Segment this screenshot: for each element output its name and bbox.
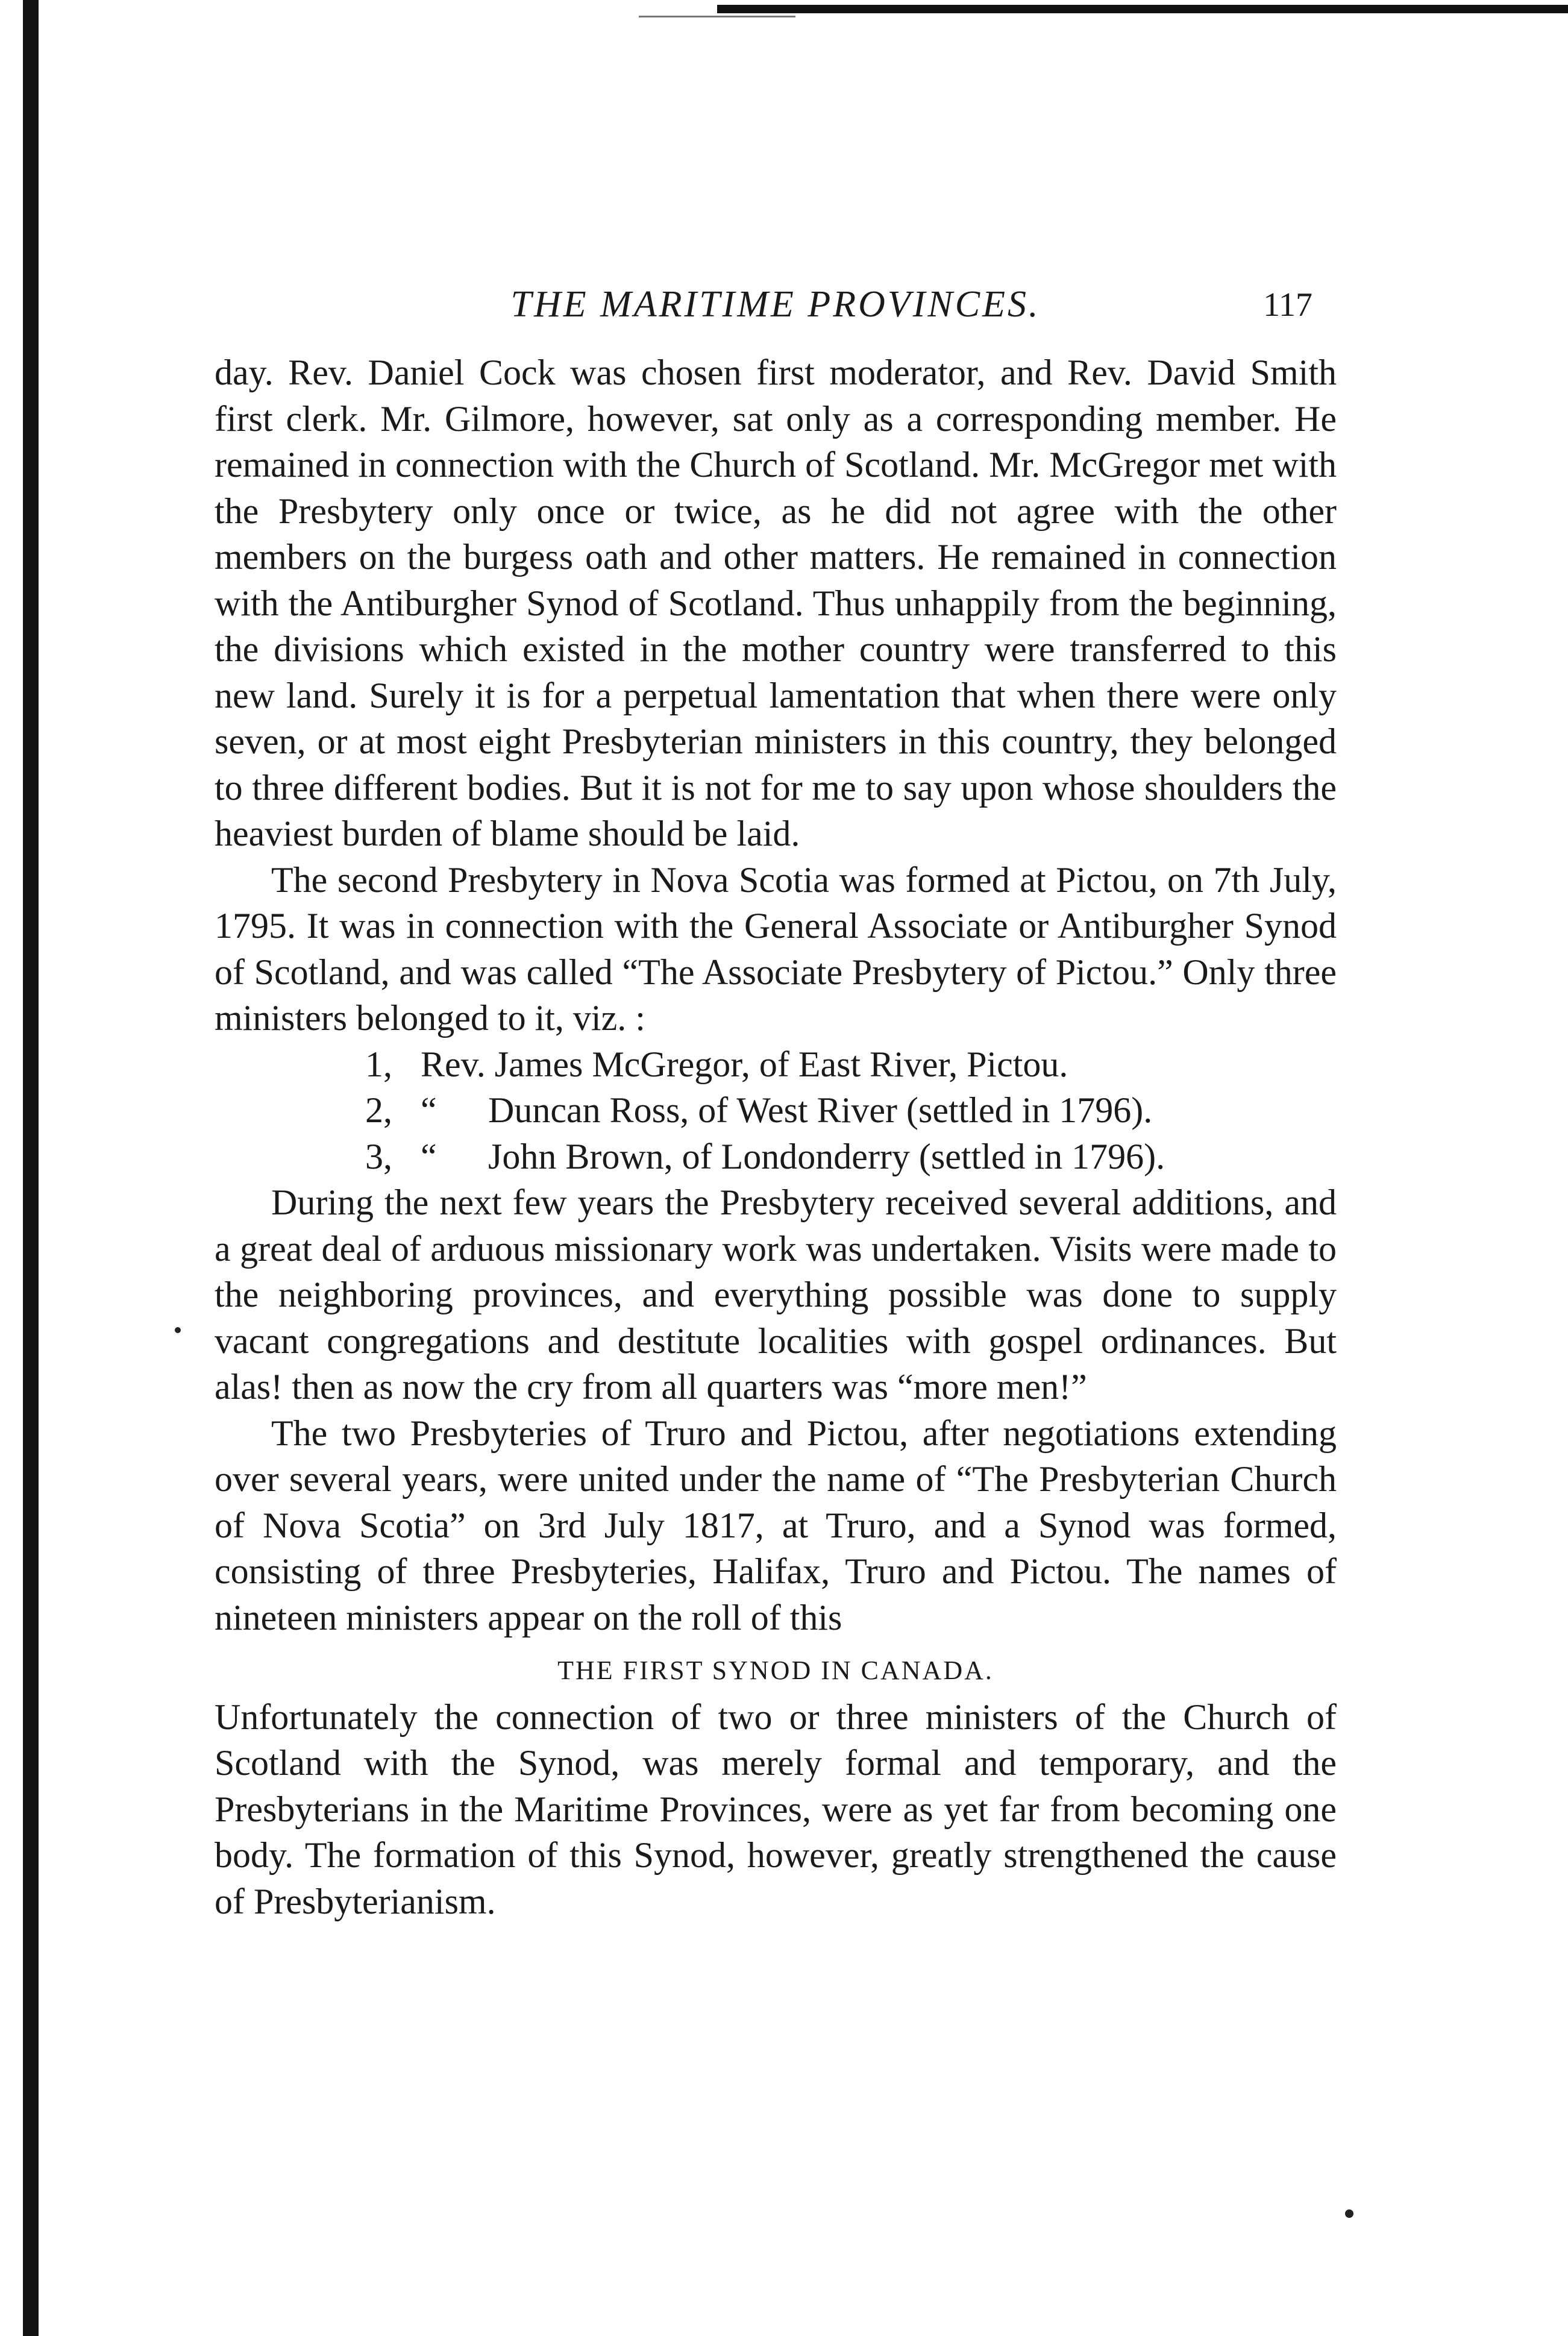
page-edge-rule <box>23 0 39 2336</box>
list-text: John Brown, of Londonderry (settled in 1796). <box>488 1136 1165 1176</box>
running-title: THE MARITIME PROVINCES. <box>510 284 1041 325</box>
ink-dot <box>1345 2209 1353 2218</box>
list-item <box>215 1041 1337 1088</box>
body-text <box>215 350 1337 1924</box>
running-head <box>215 277 1337 350</box>
paragraph: Unfortunately the connection of two or three ministers of the Church of Scotland with the Synod, was merely formal and temporary, and the Presbyterians in the Maritime Provinces, were as yet far from becoming one body. The formation of this Synod, however, greatly strengthened the cause of Presbyterianism. <box>215 1697 1337 1921</box>
paragraph: The two Presbyteries of Truro and Pictou, after negotiations extending over several years, were united under the name of “The Presbyterian Church of Nova Scotia” on 3rd July 1817, at Truro, and a Synod was formed, consisting of three Presbyteries, Halifax, Truro and Pictou. The names of nineteen ministers appear on the roll of this <box>215 1413 1337 1637</box>
paragraph: day. Rev. Daniel Cock was chosen first moderator, and Rev. David Smith first clerk. Mr. Gilmore, however, sat only as a corresponding member. He remained in connection with the Church of Scotland. Mr. McGregor met with the Presbytery only once or twice, as he did not agree with the other members on the burgess oath and other matters. He remained in connection with the Antiburgher Synod of Scotland. Thus unhappily from the beginning, the divisions which existed in the mother country were transferred to this new land. Surely it is for a perpetual lamentation that when there were only seven, or at most eight Presbyterian ministers in this country, they belonged to three different bodies. But it is not for me to say upon whose shoulders the heaviest burden of blame should be laid. <box>215 353 1337 853</box>
list-number: 2, <box>365 1090 392 1130</box>
ditto-mark: “ <box>421 1090 437 1130</box>
top-edge-rule-thin <box>639 16 795 17</box>
page-number: 117 <box>1263 286 1312 324</box>
top-edge-rule <box>717 5 1568 13</box>
ditto-mark: “ <box>421 1136 437 1176</box>
list-number: 3, <box>365 1136 392 1176</box>
list-text: Rev. James McGregor, of East River, Pictou. <box>421 1044 1068 1084</box>
list-text: Duncan Ross, of West River (settled in 1796). <box>488 1090 1153 1130</box>
list-number: 1, <box>365 1044 392 1084</box>
list-item <box>215 1087 1337 1134</box>
ink-dot <box>175 1327 181 1333</box>
paragraph: The second Presbytery in Nova Scotia was formed at Pictou, on 7th July, 1795. It was in connection with the General Associate or Antiburgher Synod of Scotland, and was called “The Associate Presbytery of Pictou.” Only three ministers belonged to it, viz. : <box>215 859 1337 1038</box>
paragraph: During the next few years the Presbytery received several additions, and a great deal of arduous missionary work was undertaken. Visits were made to the neighboring provinces, and everything possible was done to supply vacant congregations and destitute localities with gospel ordinances. But alas! then as now the cry from all quarters was “more men!” <box>215 1182 1337 1407</box>
minister-list <box>215 1041 1337 1180</box>
book-page <box>215 277 1337 1924</box>
section-heading: THE FIRST SYNOD IN CANADA. <box>557 1656 994 1685</box>
list-item <box>215 1134 1337 1180</box>
